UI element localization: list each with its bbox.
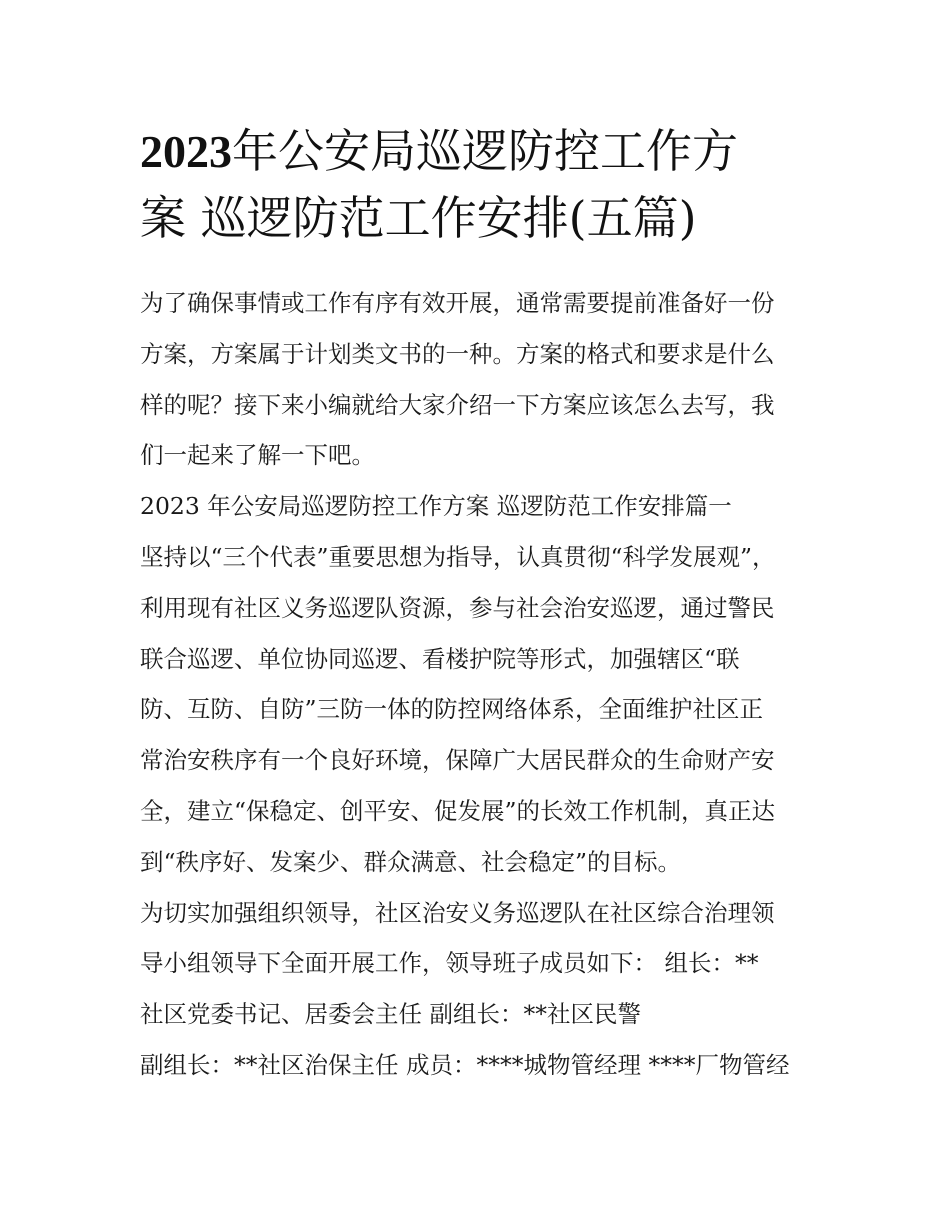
- body-line: 为了确保事情或工作有序有效开展，通常需要提前准备好一份: [140, 289, 775, 317]
- body-line: 全，建立“保稳定、创平安、促发展”的长效工作机制，真正达: [140, 796, 776, 825]
- body-line: 防、互防、自防”三防一体的防控网络体系，全面维护社区正: [140, 695, 764, 724]
- body-line: 常治安秩序有一个良好环境，保障广大居民群众的生命财产安: [140, 746, 775, 775]
- body-line: 为切实加强组织领导，社区治安义务巡逻队在社区综合治理领: [140, 898, 775, 927]
- body-line: 坚持以“三个代表”重要思想为指导，认真贯彻“科学发展观”，: [140, 542, 776, 571]
- body-line: 导小组领导下全面开展工作，领导班子成员如下： 组长：**: [140, 949, 759, 978]
- body-line: 样的呢？接下来小编就给大家介绍一下方案应该怎么去写，我: [140, 390, 775, 419]
- body-line: 们一起来了解一下吧。: [140, 441, 375, 470]
- section-heading: 2023 年公安局巡逻防控工作方案 巡逻防范工作安排篇一: [140, 492, 732, 521]
- body-line: 利用现有社区义务巡逻队资源，参与社会治安巡逻，通过警民: [140, 593, 775, 622]
- document-body: [140, 278, 820, 1091]
- body-line: 到“秩序好、发案少、群众满意、社会稳定”的目标。: [140, 847, 682, 876]
- title-year: 2023: [140, 126, 232, 177]
- body-line: 副组长：**社区治保主任 成员：****城物管经理 ****厂物管经: [140, 1050, 790, 1079]
- body-line: 联合巡逻、单位协同巡逻、看楼护院等形式，加强辖区“联: [140, 644, 740, 673]
- title-line2: 案 巡逻防范工作安排(五篇): [140, 191, 697, 245]
- body-line: 方案，方案属于计划类文书的一种。方案的格式和要求是什么: [140, 339, 775, 368]
- title-line1-rest: 年公安局巡逻防控工作方: [232, 124, 738, 178]
- document-title: [140, 118, 820, 251]
- body-line: 社区党委书记、居委会主任 副组长：**社区民警: [140, 1000, 641, 1029]
